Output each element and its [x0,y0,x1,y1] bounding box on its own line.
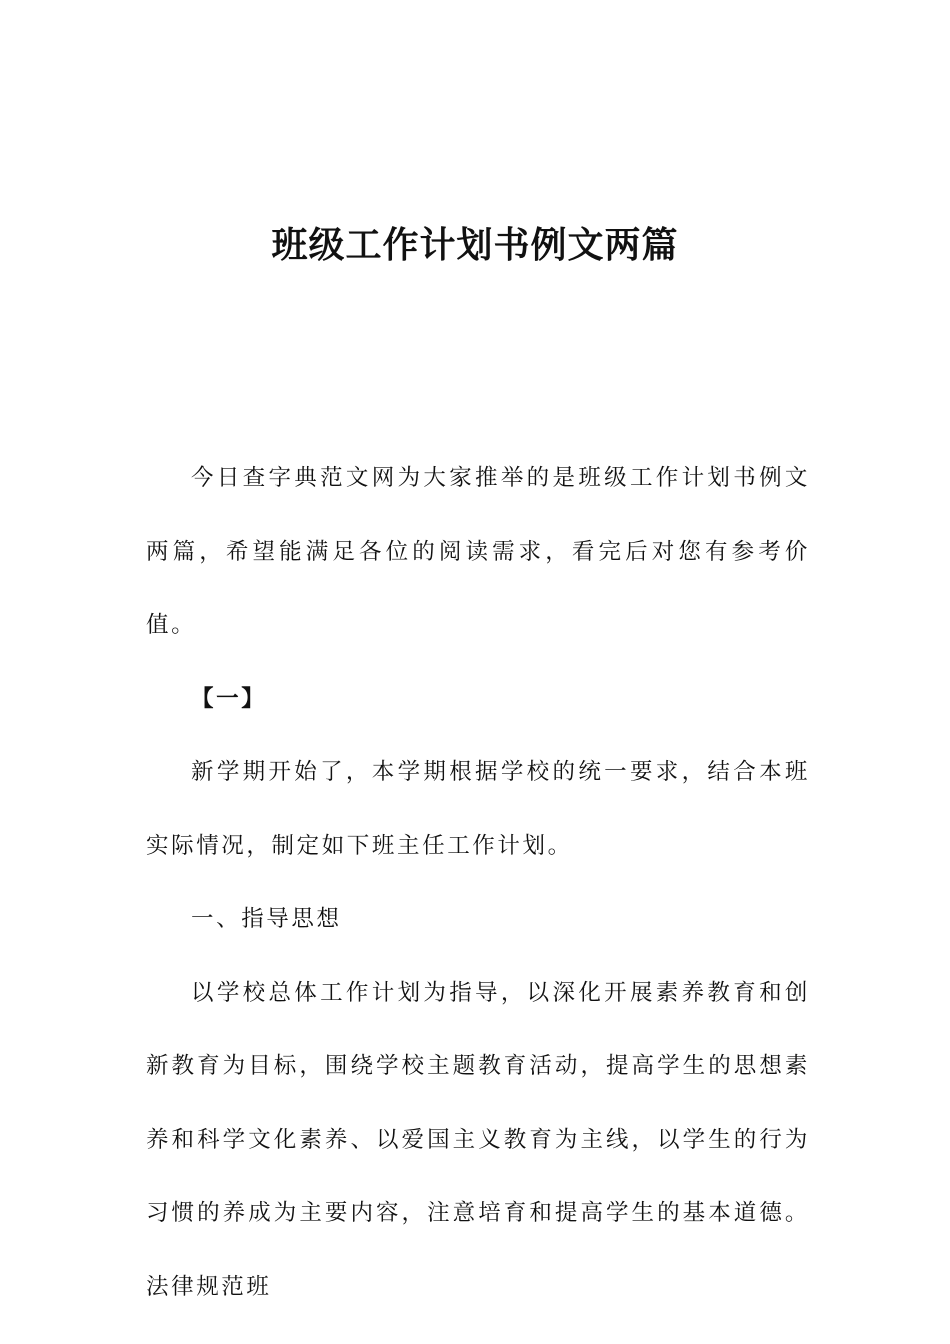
document-title: 班级工作计划书例文两篇 [271,225,679,266]
paragraph-intro: 今日查字典范文网为大家推举的是班级工作计划书例文两篇，希望能满足各位的阅读需求，看完后对您有参考价值。 [146,465,810,638]
document-body [146,442,810,1324]
paragraph-semester-start: 新学期开始了，本学期根据学校的统一要求，结合本班实际情况，制定如下班主任工作计划。 [146,759,810,859]
section-marker: 【一】 [191,685,267,712]
section-heading-guiding-ideology: 一、指导思想 [191,906,342,932]
paragraph-guiding-ideology: 以学校总体工作计划为指导，以深化开展素养教育和创新教育为目标，围绕学校主题教育活动，提高学生的思想素养和科学文化素养、以爱国主义教育为主线，以学生的行为习惯的养成为主要内容，注意培育和提高学生的基本道德。法律规范班 [146,979,810,1300]
